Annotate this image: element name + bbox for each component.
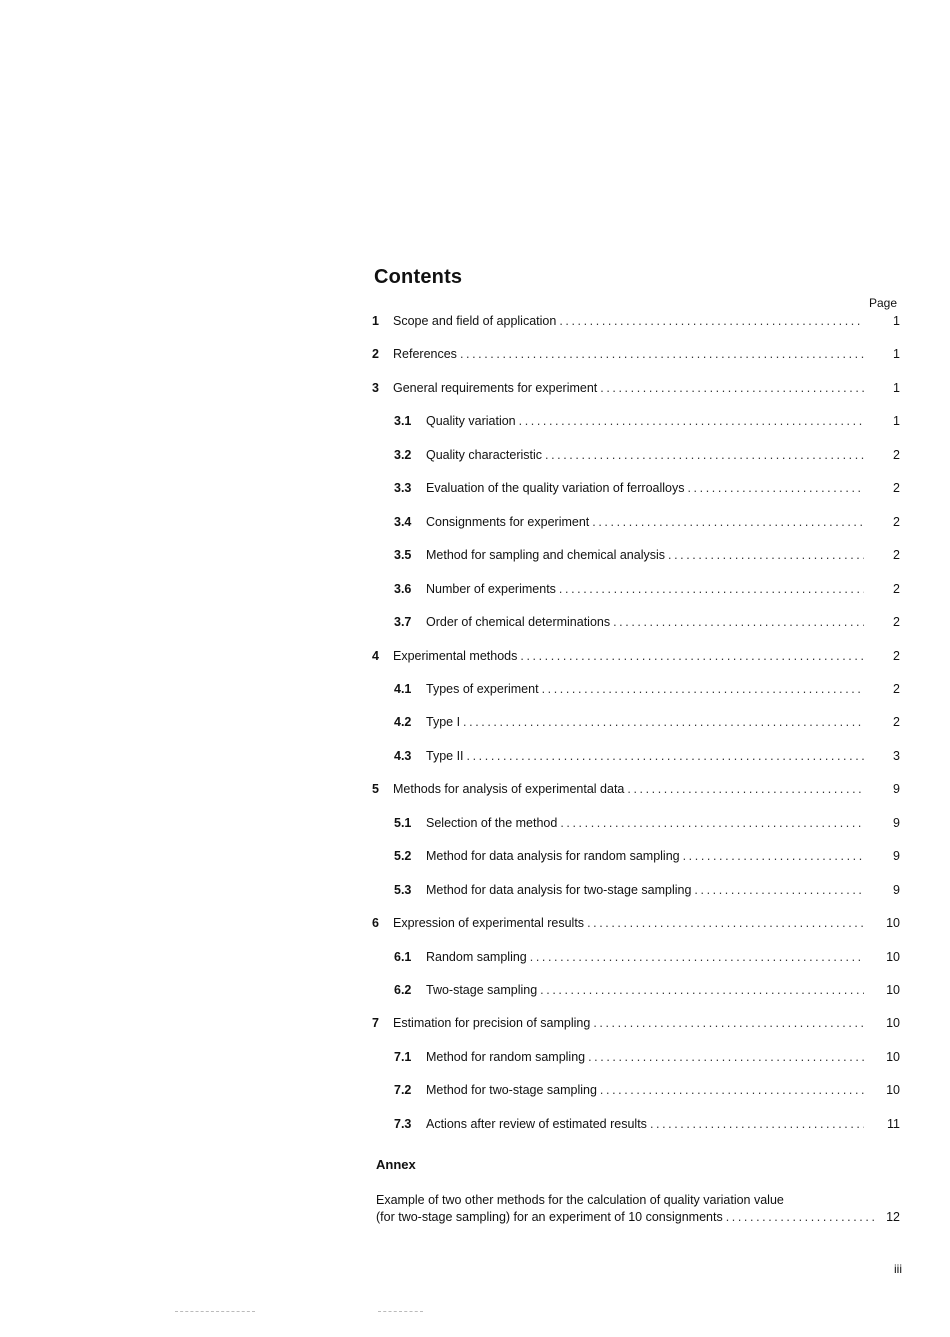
dot-leader <box>519 414 864 428</box>
toc-entry[interactable] <box>394 515 900 533</box>
toc-entry-page: 3 <box>893 749 900 763</box>
dot-leader <box>460 347 864 361</box>
toc-entry-number: 5.3 <box>394 883 412 897</box>
toc-entry[interactable] <box>394 1083 900 1101</box>
toc-entry-number: 3 <box>372 381 379 395</box>
toc-entry-number: 7 <box>372 1016 379 1030</box>
dot-leader <box>627 782 864 796</box>
toc-entry-title: Type I <box>426 715 461 729</box>
toc-entry[interactable] <box>394 481 900 499</box>
scan-artifact-line <box>378 1311 423 1312</box>
toc-entry-number: 7.2 <box>394 1083 412 1097</box>
toc-entry[interactable] <box>394 682 900 700</box>
dot-leader <box>559 582 864 596</box>
toc-entry[interactable] <box>394 715 900 733</box>
toc-entry-title: Random sampling <box>426 950 527 964</box>
toc-entry-page: 9 <box>893 782 900 796</box>
toc-entry-title: Method for data analysis for two-stage sampling <box>426 883 692 897</box>
toc-entry-page: 2 <box>893 682 900 696</box>
dot-leader <box>650 1117 864 1131</box>
toc-entry-title: Actions after review of estimated results <box>426 1117 647 1131</box>
toc-entry[interactable] <box>394 983 900 1001</box>
toc-entry-title: Method for random sampling <box>426 1050 586 1064</box>
toc-entry-page: 1 <box>893 314 900 328</box>
dot-leader <box>726 1209 878 1226</box>
toc-entry-page: 2 <box>893 649 900 663</box>
dot-leader <box>600 381 864 395</box>
dot-leader <box>593 1016 864 1030</box>
toc-entry-number: 3.4 <box>394 515 412 529</box>
scan-artifact-line <box>175 1311 255 1312</box>
toc-entry-page: 2 <box>893 548 900 562</box>
toc-entry-page: 10 <box>886 1016 900 1030</box>
toc-entry-title: Method for sampling and chemical analysis <box>426 548 666 562</box>
toc-entry-title: References <box>393 347 457 361</box>
toc-entry-number: 7.3 <box>394 1117 412 1131</box>
annex-page-number: 12 <box>886 1210 900 1224</box>
toc-entry-page: 1 <box>893 381 900 395</box>
page-number: iii <box>894 1262 902 1276</box>
dot-leader <box>542 682 864 696</box>
dot-leader <box>600 1083 864 1097</box>
toc-entry[interactable] <box>394 1050 900 1068</box>
toc-entry[interactable] <box>394 749 900 767</box>
toc-entry[interactable] <box>394 615 900 633</box>
toc-entry-page: 10 <box>886 983 900 997</box>
toc-entry-number: 5.2 <box>394 849 412 863</box>
dot-leader <box>540 983 864 997</box>
toc-entry-page: 2 <box>893 615 900 629</box>
toc-entry-page: 1 <box>893 347 900 361</box>
toc-entry-title: Evaluation of the quality variation of ferroalloys <box>426 481 685 495</box>
toc-entry-number: 1 <box>372 314 379 328</box>
dot-leader <box>560 816 864 830</box>
toc-entry-number: 4.3 <box>394 749 412 763</box>
toc-entry[interactable] <box>394 849 900 867</box>
annex-entry-line1: Example of two other methods for the calculation of quality variation value <box>376 1193 784 1207</box>
toc-entry[interactable] <box>394 448 900 466</box>
dot-leader <box>592 515 864 529</box>
dot-leader <box>587 916 864 930</box>
dot-leader <box>463 715 864 729</box>
toc-entry-title: Quality characteristic <box>426 448 543 462</box>
toc-entry-title: Expression of experimental results <box>393 916 585 930</box>
toc-entry-number: 6.2 <box>394 983 412 997</box>
toc-entry[interactable] <box>394 582 900 600</box>
toc-entry-number: 4 <box>372 649 379 663</box>
toc-entry[interactable] <box>372 782 900 800</box>
toc-entry[interactable] <box>394 816 900 834</box>
toc-entry[interactable] <box>394 1117 900 1135</box>
toc-entry-number: 2 <box>372 347 379 361</box>
toc-entry-title: Method for two-stage sampling <box>426 1083 597 1097</box>
toc-entry-page: 9 <box>893 883 900 897</box>
toc-entry[interactable] <box>372 314 900 332</box>
toc-entry[interactable] <box>394 950 900 968</box>
toc-entry-number: 6 <box>372 916 379 930</box>
toc-entry-page: 2 <box>893 582 900 596</box>
dot-leader <box>559 314 864 328</box>
dot-leader <box>694 883 864 897</box>
dot-leader <box>683 849 864 863</box>
toc-entry-number: 5.1 <box>394 816 412 830</box>
toc-entry-title: Quality variation <box>426 414 516 428</box>
toc-entry[interactable] <box>372 649 900 667</box>
toc-entry-title: Method for data analysis for random sampling <box>426 849 680 863</box>
annex-heading: Annex <box>376 1157 416 1172</box>
toc-entry-page: 11 <box>887 1117 900 1131</box>
toc-entry-page: 10 <box>886 950 900 964</box>
toc-entry-page: 2 <box>893 515 900 529</box>
toc-entry-page: 2 <box>893 481 900 495</box>
toc-entry-title: Type II <box>426 749 464 763</box>
toc-entry-title: Consignments for experiment <box>426 515 590 529</box>
toc-entry-title: Scope and field of application <box>393 314 557 328</box>
toc-entry-page: 9 <box>893 849 900 863</box>
toc-entry[interactable] <box>394 414 900 432</box>
toc-entry-title: General requirements for experiment <box>393 381 598 395</box>
toc-entry-number: 6.1 <box>394 950 412 964</box>
toc-entry-number: 3.6 <box>394 582 412 596</box>
toc-entry-page: 2 <box>893 715 900 729</box>
toc-entry-number: 3.5 <box>394 548 412 562</box>
dot-leader <box>668 548 864 562</box>
toc-entry-number: 3.3 <box>394 481 412 495</box>
toc-entry[interactable] <box>372 381 900 399</box>
toc-entry[interactable] <box>372 1016 900 1034</box>
toc-entry-number: 4.2 <box>394 715 412 729</box>
toc-entry-number: 3.7 <box>394 615 412 629</box>
page-title: Contents <box>374 266 463 288</box>
toc-entry-title: Experimental methods <box>393 649 518 663</box>
toc-entry-title: Types of experiment <box>426 682 539 696</box>
toc-entry-title: Number of experiments <box>426 582 556 596</box>
toc-entry-number: 3.1 <box>394 414 412 428</box>
toc-entry-title: Order of chemical determinations <box>426 615 611 629</box>
toc-entry-page: 1 <box>893 414 900 428</box>
toc-entry-number: 4.1 <box>394 682 412 696</box>
toc-entry[interactable] <box>372 916 900 934</box>
toc-entry-number: 5 <box>372 782 379 796</box>
dot-leader <box>520 649 864 663</box>
dot-leader <box>545 448 864 462</box>
toc-entry-title: Selection of the method <box>426 816 558 830</box>
dot-leader <box>530 950 864 964</box>
dot-leader <box>588 1050 864 1064</box>
toc-entry-page: 10 <box>886 916 900 930</box>
toc-entry-title: Methods for analysis of experimental data <box>393 782 625 796</box>
toc-entry-page: 9 <box>893 816 900 830</box>
toc-entry-title: Estimation for precision of sampling <box>393 1016 591 1030</box>
toc-entry-number: 3.2 <box>394 448 412 462</box>
toc-entry-number: 7.1 <box>394 1050 412 1064</box>
toc-entry-page: 2 <box>893 448 900 462</box>
page-column-header: Page <box>868 296 897 310</box>
dot-leader <box>467 749 864 763</box>
toc-entry-title: Two-stage sampling <box>426 983 538 997</box>
annex-entry-line2: (for two-stage sampling) for an experiment of 10 consignments <box>376 1210 723 1224</box>
toc-entry[interactable] <box>372 347 900 365</box>
toc-entry-page: 10 <box>886 1050 900 1064</box>
toc-entry[interactable] <box>394 883 900 901</box>
dot-leader <box>613 615 864 629</box>
dot-leader <box>687 481 864 495</box>
toc-entry[interactable] <box>394 548 900 566</box>
annex-entry[interactable] <box>376 1192 900 1226</box>
toc-entry-page: 10 <box>886 1083 900 1097</box>
